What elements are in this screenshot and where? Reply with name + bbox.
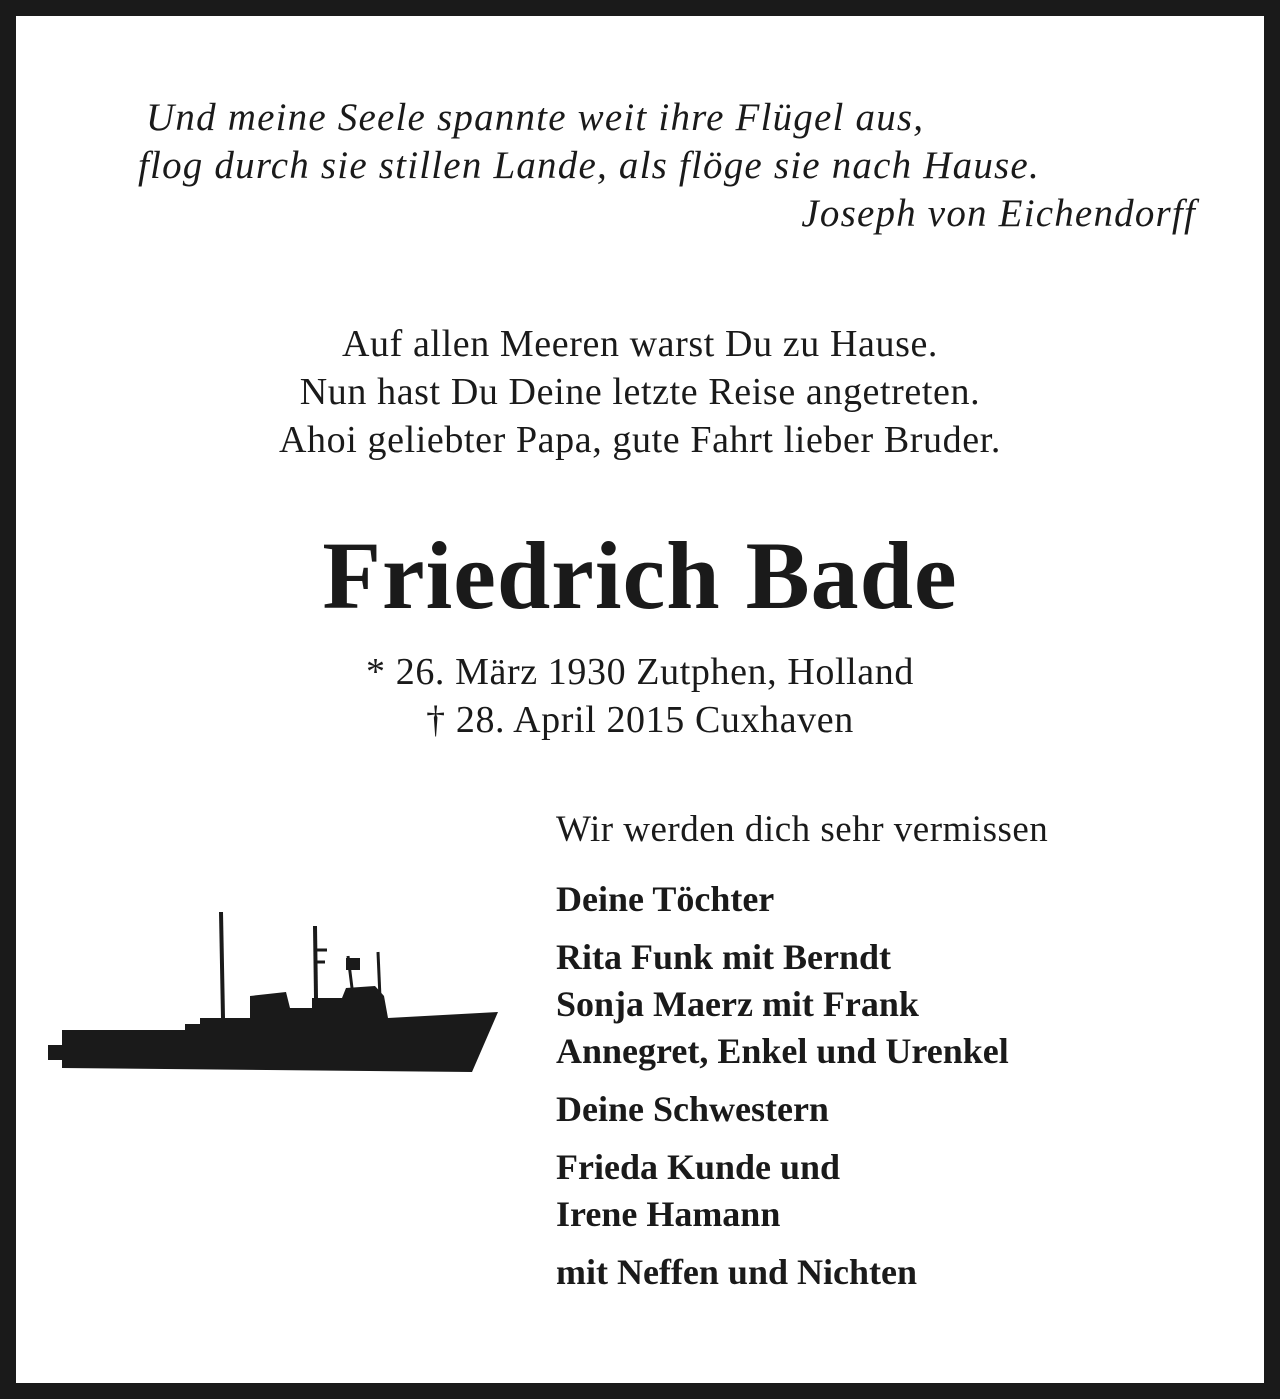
list-item: Annegret, Enkel und Urenkel: [556, 1031, 1009, 1071]
verse-line-3: Ahoi geliebter Papa, gute Fahrt lieber Bruder.: [279, 419, 1001, 461]
verse-line-1: Auf allen Meeren warst Du zu Hause.: [341, 323, 939, 365]
deceased-name: Friedrich Bade: [322, 522, 958, 629]
memorial-verse: [0, 320, 1280, 464]
quote-line-2: flog durch sie stillen Lande, als flöge sie nach Hause.: [138, 144, 1040, 187]
sisters-list: [556, 1144, 1236, 1238]
list-item: Rita Funk mit Berndt: [556, 937, 892, 977]
quote-line-1: Und meine Seele spannte weit ihre Flügel aus,: [146, 96, 925, 139]
eichendorff-quote: [120, 94, 1200, 238]
birth-date: * 26. März 1930 Zutphen, Holland: [366, 651, 914, 693]
family-closing: mit Neffen und Nichten: [556, 1252, 917, 1292]
list-item: Sonja Maerz mit Frank: [556, 984, 919, 1024]
daughters-heading: Deine Töchter: [556, 879, 775, 919]
list-item: Frieda Kunde und: [556, 1147, 841, 1187]
quote-author: Joseph von Eichendorff: [801, 192, 1196, 235]
list-item: Irene Hamann: [556, 1194, 781, 1234]
verse-line-2: Nun hast Du Deine letzte Reise angetreten.: [299, 371, 981, 413]
daughters-list: [556, 934, 1236, 1075]
life-dates: [0, 648, 1280, 744]
death-date: † 28. April 2015 Cuxhaven: [426, 699, 854, 741]
sisters-heading: Deine Schwestern: [556, 1089, 829, 1129]
farewell-intro: Wir werden dich sehr vermissen: [556, 809, 1049, 850]
ship-silhouette-icon: [40, 900, 510, 1090]
family-signature: [556, 806, 1236, 1307]
